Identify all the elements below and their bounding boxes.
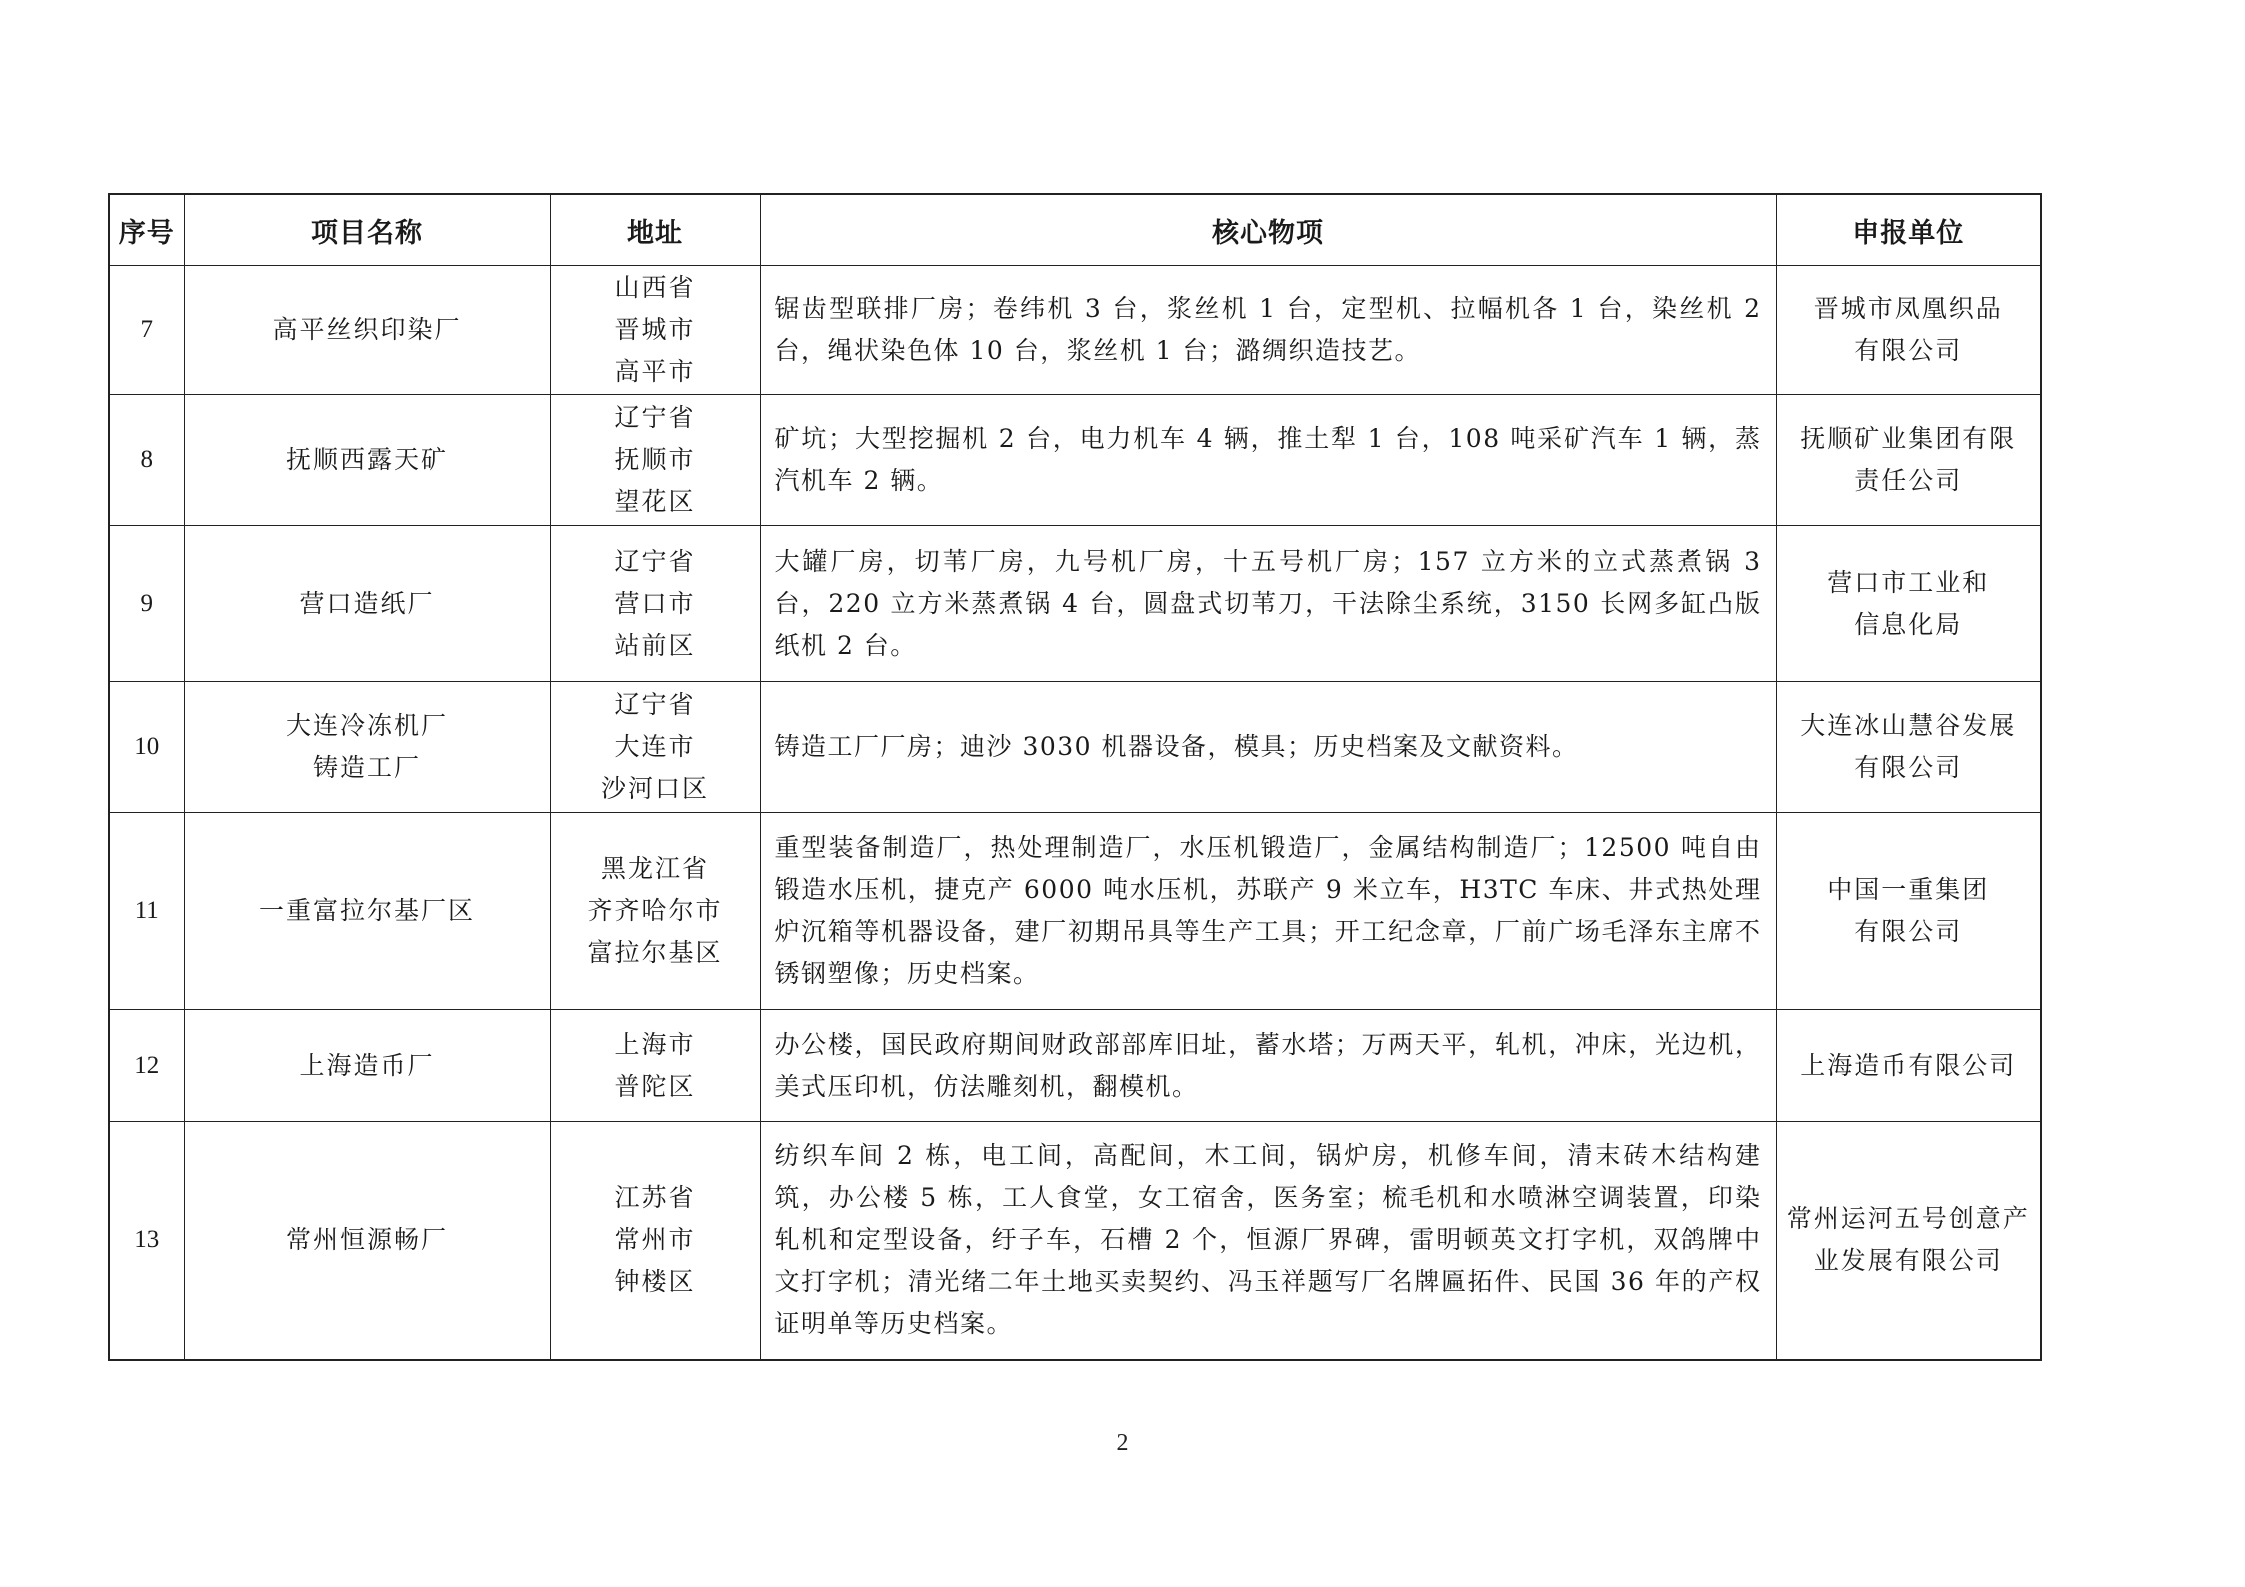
row-core-items: 办公楼，国民政府期间财政部部库旧址，蓄水塔；万两天平，轧机，冲床，光边机，美式压印机，仿法雕刻机，翻模机。 (760, 1010, 1776, 1122)
heritage-project-table (108, 193, 2042, 1361)
table-row (109, 266, 2041, 395)
row-seq: 13 (109, 1122, 184, 1360)
row-core-items: 矿坑；大型挖掘机 2 台，电力机车 4 辆，推土犁 1 台，108 吨采矿汽车 1 辆，蒸汽机车 2 辆。 (760, 395, 1776, 526)
row-core-items: 锯齿型联排厂房；卷纬机 3 台，浆丝机 1 台，定型机、拉幅机各 1 台，染丝机 2 台，绳状染色体 10 台，浆丝机 1 台；潞绸织造技艺。 (760, 266, 1776, 395)
row-applicant-unit: 抚顺矿业集团有限 责任公司 (1776, 395, 2041, 526)
row-seq: 10 (109, 682, 184, 813)
header-name: 项目名称 (184, 194, 550, 266)
row-project-name: 上海造币厂 (184, 1010, 550, 1122)
row-core-items: 铸造工厂厂房；迪沙 3030 机器设备，模具；历史档案及文献资料。 (760, 682, 1776, 813)
row-applicant-unit: 营口市工业和 信息化局 (1776, 526, 2041, 682)
row-address: 江苏省 常州市 钟楼区 (550, 1122, 760, 1360)
table-row (109, 682, 2041, 813)
row-project-name: 高平丝织印染厂 (184, 266, 550, 395)
row-address: 辽宁省 大连市 沙河口区 (550, 682, 760, 813)
row-core-items: 大罐厂房，切苇厂房，九号机厂房，十五号机厂房；157 立方米的立式蒸煮锅 3 台，220 立方米蒸煮锅 4 台，圆盘式切苇刀，干法除尘系统，3150 长网多缸凸版纸机 2 台。 (760, 526, 1776, 682)
row-project-name: 营口造纸厂 (184, 526, 550, 682)
header-address: 地址 (550, 194, 760, 266)
row-seq: 12 (109, 1010, 184, 1122)
row-project-name: 常州恒源畅厂 (184, 1122, 550, 1360)
page-number: 2 (1116, 1430, 1129, 1456)
row-project-name: 大连冷冻机厂 铸造工厂 (184, 682, 550, 813)
row-seq: 11 (109, 813, 184, 1010)
header-items: 核心物项 (760, 194, 1776, 266)
table-row (109, 1010, 2041, 1122)
row-project-name: 一重富拉尔基厂区 (184, 813, 550, 1010)
table-row (109, 526, 2041, 682)
row-applicant-unit: 常州运河五号创意产 业发展有限公司 (1776, 1122, 2041, 1360)
row-core-items: 纺织车间 2 栋，电工间，高配间，木工间，锅炉房，机修车间，清末砖木结构建筑，办公楼 5 栋，工人食堂，女工宿舍，医务室；梳毛机和水喷淋空调装置，印染轧机和定型设备，纡子车，石槽 2 个，恒源厂界碑，雷明顿英文打字机，双鸽牌中文打字机；清光绪二年土地买卖契约、冯玉祥题写厂名牌匾拓件、民国 36 年的产权证明单等历史档案。 (760, 1122, 1776, 1360)
table-row (109, 395, 2041, 526)
row-applicant-unit: 晋城市凤凰织品 有限公司 (1776, 266, 2041, 395)
row-address: 黑龙江省 齐齐哈尔市 富拉尔基区 (550, 813, 760, 1010)
row-applicant-unit: 大连冰山慧谷发展 有限公司 (1776, 682, 2041, 813)
header-seq: 序号 (109, 194, 184, 266)
row-project-name: 抚顺西露天矿 (184, 395, 550, 526)
table-row (109, 813, 2041, 1010)
table-row (109, 1122, 2041, 1360)
row-address: 辽宁省 抚顺市 望花区 (550, 395, 760, 526)
row-seq: 9 (109, 526, 184, 682)
row-address: 辽宁省 营口市 站前区 (550, 526, 760, 682)
row-seq: 8 (109, 395, 184, 526)
row-applicant-unit: 上海造币有限公司 (1776, 1010, 2041, 1122)
row-applicant-unit: 中国一重集团 有限公司 (1776, 813, 2041, 1010)
table-header-row (109, 194, 2041, 266)
row-seq: 7 (109, 266, 184, 395)
row-core-items: 重型装备制造厂，热处理制造厂，水压机锻造厂，金属结构制造厂；12500 吨自由锻造水压机，捷克产 6000 吨水压机，苏联产 9 米立车，H3TC 车床、井式热处理炉沉箱等机器设备，建厂初期吊具等生产工具；开工纪念章，厂前广场毛泽东主席不锈钢塑像；历史档案。 (760, 813, 1776, 1010)
header-unit: 申报单位 (1776, 194, 2041, 266)
row-address: 山西省 晋城市 高平市 (550, 266, 760, 395)
row-address: 上海市 普陀区 (550, 1010, 760, 1122)
